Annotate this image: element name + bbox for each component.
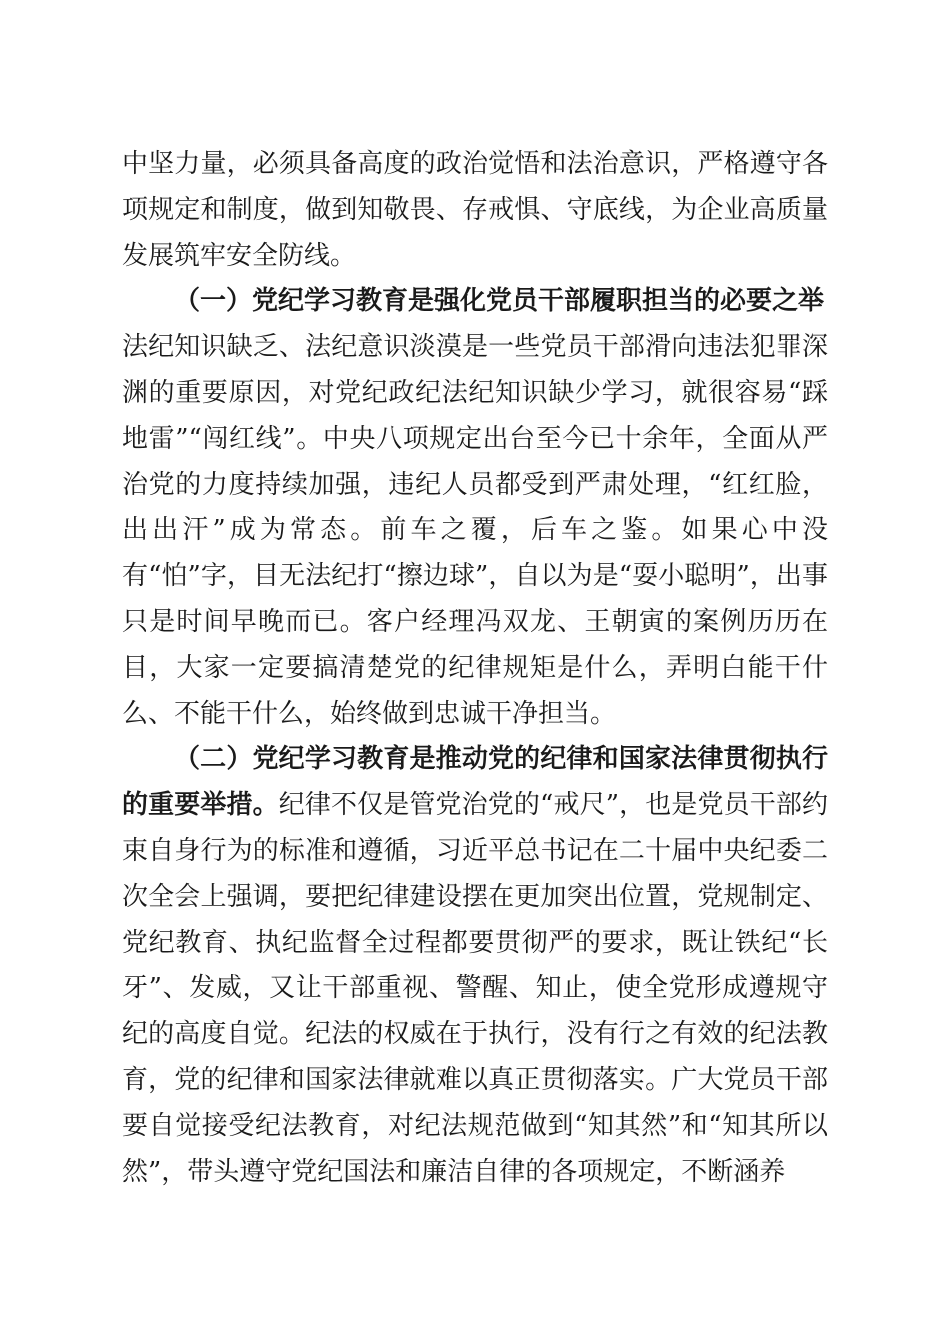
section-one-heading: （一）党纪学习教育是强化党员干部履职担当的必要之举 bbox=[174, 286, 825, 317]
document-body bbox=[122, 142, 828, 1195]
intro-paragraph: 中坚力量，必须具备高度的政治觉悟和法治意识，严格遵守各项规定和制度，做到知敬畏、存戒惧、守底线，为企业高质量发展筑牢安全防线。 bbox=[122, 149, 828, 271]
section-two-heading: （二）党纪学习教育是推动党的纪律和国家法律贯彻执行的重要举措。 bbox=[122, 744, 828, 821]
section-one-body: 法纪知识缺乏、法纪意识淡漠是一些党员干部滑向违法犯罪深渊的重要原因，对党纪政纪法纪知识缺少学习，就很容易“踩地雷”“闯红线”。中央八项规定出台至今已十余年，全面从严治党的力度持续加强，违纪人员都受到严肃处理，“红红脸，出出汗”成为常态。前车之覆，后车之鉴。如果心中没有“怕”字，目无法纪打“擦边球”，自以为是“耍小聪明”，出事只是时间早晚而已。客户经理冯双龙、王朝寅的案例历历在目，大家一定要搞清楚党的纪律规矩是什么，弄明白能干什么、不能干什么，始终做到忠诚干净担当。 bbox=[122, 332, 828, 729]
section-two-paragraph bbox=[122, 737, 828, 1195]
section-two-body: 纪律不仅是管党治党的“戒尺”，也是党员干部约束自身行为的标准和遵循，习近平总书记在二十届中央纪委二次全会上强调，要把纪律建设摆在更加突出位置，党规制定、党纪教育、执纪监督全过程都要贯彻严的要求，既让铁纪“长牙”、发威，又让干部重视、警醒、知止，使全党形成遵规守纪的高度自觉。纪法的权威在于执行，没有行之有效的纪法教育，党的纪律和国家法律就难以真正贯彻落实。广大党员干部要自觉接受纪法教育，对纪法规范做到“知其然”和“知其所以然”，带头遵守党纪国法和廉洁自律的各项规定，不断涵养 bbox=[122, 790, 828, 1187]
